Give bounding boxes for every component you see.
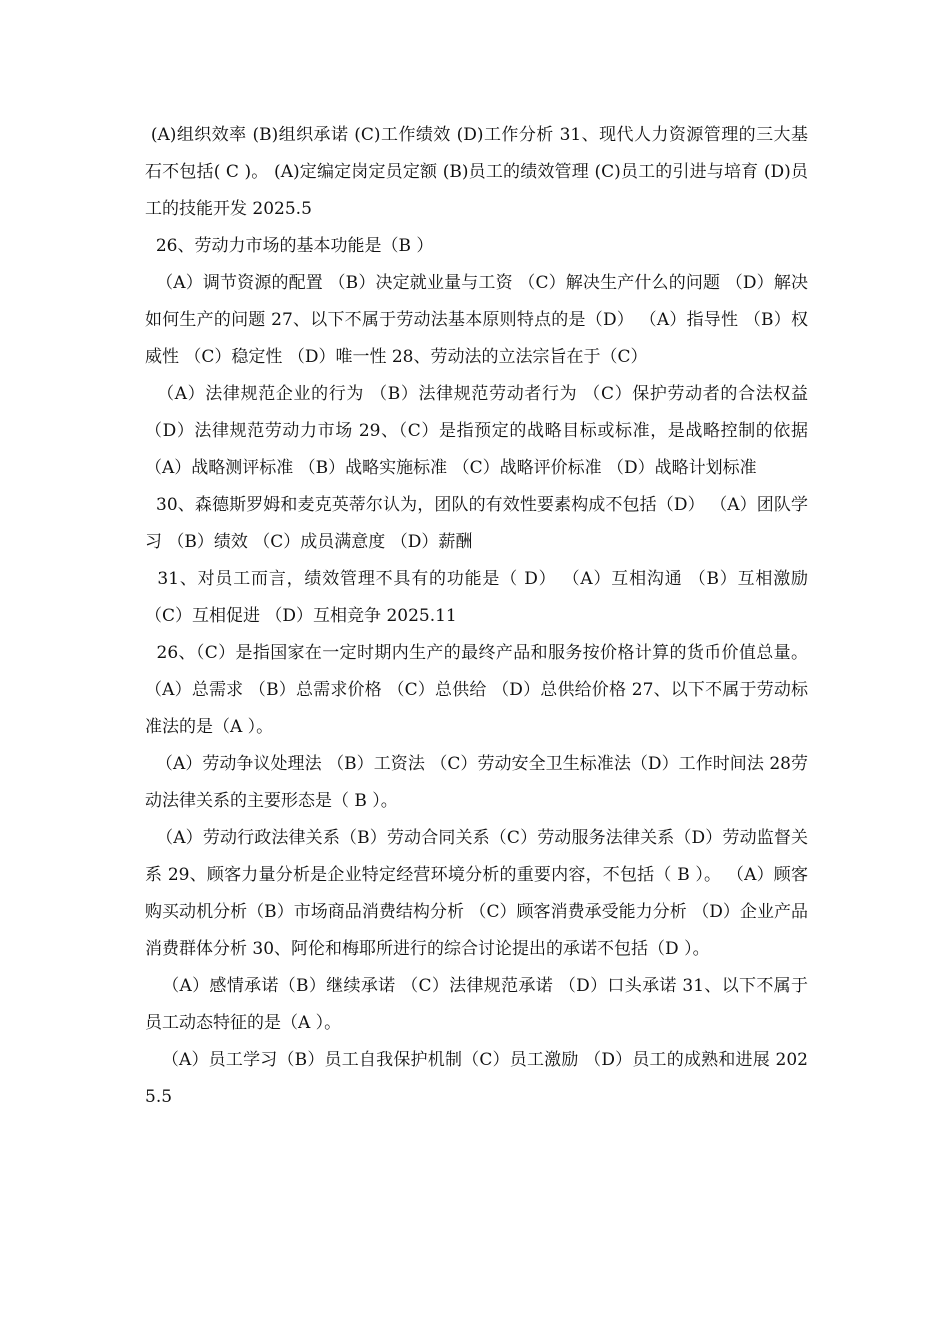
paragraph-1: (A)组织效率 (B)组织承诺 (C)工作绩效 (D)工作分析 31、现代人力资源管理的三大基石不包括( C )。 (A)定编定岗定员定额 (B)员工的绩效管理 (C)员工的引进与培育 (D)员工的技能开发 2025.5: [145, 125, 809, 219]
paragraph-2: 26、劳动力市场的基本功能是（B ）: [145, 236, 434, 256]
paragraph-6: 31、对员工而言，绩效管理不具有的功能是（ D） （A）互相沟通 （B）互相激励 （C）互相促进 （D）互相竞争 2025.11: [145, 569, 814, 626]
paragraph-4: （A）法律规范企业的行为 （B）法律规范劳动者行为 （C）保护劳动者的合法权益 （D）法律规范劳动力市场 29、（C）是指预定的战略目标或标准，是战略控制的依据 （A）战略测评标准 （B）战略实施标准 （C）战略评价标准 （D）战略计划标准: [145, 384, 814, 478]
paragraph-5: 30、森德斯罗姆和麦克英蒂尔认为，团队的有效性要素构成不包括（D） （A）团队学习 （B）绩效 （C）成员满意度 （D）薪酬: [145, 495, 808, 552]
paragraph-7: 26、（C）是指国家在一定时期内生产的最终产品和服务按价格计算的货币价值总量。 （A）总需求 （B）总需求价格 （C）总供给 （D）总供给价格 27、以下不属于劳动标准法的是（A ）。: [145, 643, 814, 737]
paragraph-3: （A）调节资源的配置 （B）决定就业量与工资 （C）解决生产什么的问题 （D）解决如何生产的问题 27、以下不属于劳动法基本原则特点的是（D） （A）指导性 （B）权威性 （C）稳定性 （D）唯一性 28、劳动法的立法宗旨在于（C）: [145, 273, 808, 367]
document-body: [145, 117, 814, 1116]
paragraph-11: （A）员工学习（B）员工自我保护机制（C）员工激励 （D）员工的成熟和进展 2025.5: [145, 1050, 808, 1107]
paragraph-8: （A）劳动争议处理法 （B）工资法 （C）劳动安全卫生标准法（D）工作时间法 28劳动法律关系的主要形态是（ B ）。: [145, 754, 808, 811]
paragraph-9: （A）劳动行政法律关系（B）劳动合同关系（C）劳动服务法律关系（D）劳动监督关系 29、顾客力量分析是企业特定经营环境分析的重要内容，不包括（ B ）。 （A）顾客购买动机分析（B）市场商品消费结构分析 （C）顾客消费承受能力分析 （D）企业产品消费群体分析 30、阿伦和梅耶所进行的综合讨论提出的承诺不包括（D ）。: [145, 828, 809, 959]
paragraph-10: （A）感情承诺（B）继续承诺 （C）法律规范承诺 （D）口头承诺 31、以下不属于员工动态特征的是（A ）。: [145, 976, 809, 1033]
